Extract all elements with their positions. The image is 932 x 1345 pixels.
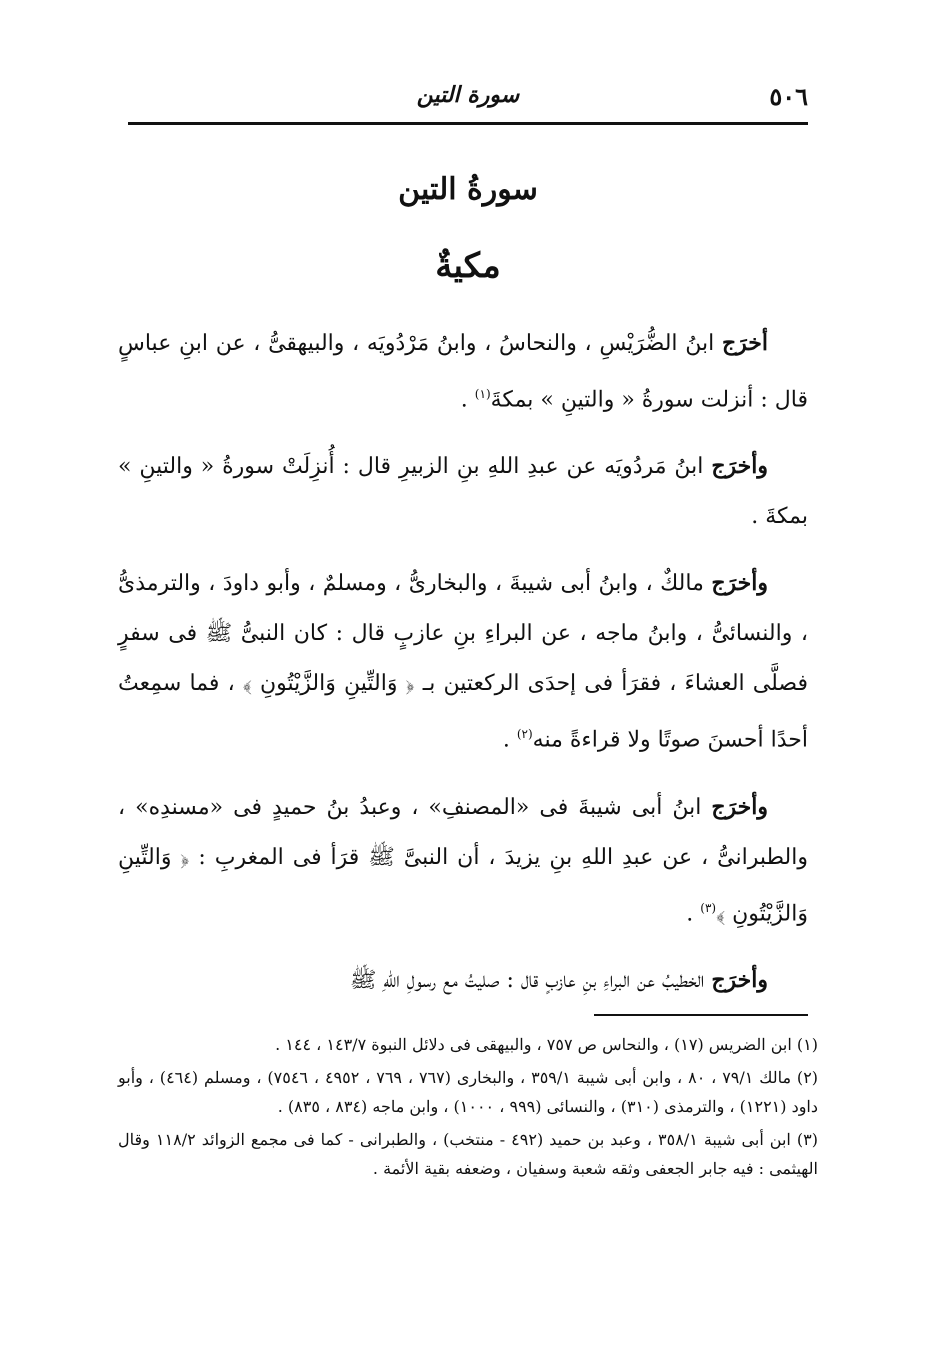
paragraph [118,318,808,425]
paragraph-lead: وأخرَج [711,453,768,480]
page-number: ٥٠٦ [769,82,808,111]
paragraph-end: . [502,727,517,753]
paragraph [118,441,808,542]
running-header [128,78,808,118]
paragraph-text: ابنُ الضُّرَيْسِ ، والنحاسُ ، وابنُ مَرْدُويَه ، والبيهقىُّ ، عن ابنِ عباسٍ قال : أنزلت سورةُ « والتينِ » بمكةَ [118,331,808,413]
paragraph-text: الخطيبُ عن البراءِ بنِ عازبٍ قال : صليتُ مع رسولِ اللهِ ﷺ [349,967,712,993]
paragraph-lead: وأخرَج [711,793,768,820]
header-rule [128,122,808,125]
footnote-marker: (١) [474,387,491,401]
paragraph-lead: أخرَج [721,330,768,356]
footnote-rule [594,1014,808,1016]
paragraph-end: . [460,387,475,413]
main-text [118,318,808,1022]
paragraph-end: . [686,900,701,926]
paragraph-text: ابنُ مَردُويَه عن عبدِ اللهِ بنِ الزبيرِ قال : أُنزِلَتْ سورةُ « والتينِ » بمكةَ . [118,454,808,530]
footnote: (٢) مالك ٧٩/١ ، ٨٠ ، وابن أبى شيبة ٣٥٩/١ ، والبخارى (٧٦٧ ، ٧٦٩ ، ٤٩٥٢ ، ٧٥٤٦) ، ومسلم (٤٦٤) ، وأبو داود (١٢٢١) ، والترمذى (٣١٠) ، والنسائى (٩٩٩ ، ١٠٠٠) ، وابن ماجه (٨٣٤ ، ٨٣٥) . [118,1068,819,1116]
surah-title: سورةُ التين [398,172,538,207]
revelation-type: مكيةٌ [435,246,501,286]
paragraph-lead: وأخرَج [711,966,768,993]
paragraph-lead: وأخرَج [711,570,768,597]
footnote: (٣) ابن أبى شيبة ٣٥٨/١ ، وعبد بن حميد (٤٩٢ - منتخب) ، والطبرانى - كما فى مجمع الزوائد ١١٨/٢ وقال الهيثمى : فيه جابر الجعفى وثقه شعبة وسفيان ، وضعفه بقية الأئمة . [118,1130,818,1178]
footnotes [118,1030,818,1187]
paragraph [118,955,808,1006]
footnote: (١) ابن الضريس (١٧) ، والنحاس ص ٧٥٧ ، والبيهقى فى دلائل النبوة ١٤٣/٧ ، ١٤٤ . [275,1035,818,1054]
footnote-marker: (٣) [700,900,717,915]
footnote-marker: (٢) [516,727,533,742]
running-title: سورة التين [416,82,520,108]
paragraph-text: مالكٌ ، وابنُ أبى شيبةَ ، والبخارىُّ ، ومسلمٌ ، وأبو داودَ ، والترمذىُّ ، والنسائىُّ ، وابنُ ماجه ، عن البراءِ بنِ عازبٍ قال : كان النبىُّ ﷺ فى سفرٍ فصلَّى العشاءَ ، فقرَأ فى إحدَى الركعتين بـ ﴿ وَالتِّينِ وَالزَّيْتُونِ ﴾ ، فما سمِعتُ أحدًا أحسنَ صوتًا ولا قراءةً منه [118,571,808,753]
paragraph [118,782,808,939]
paragraph-text: ابنُ أبى شيبةَ فى «المصنفِ» ، وعبدُ بنُ حميدٍ فى «مسندِه» ، والطبرانىُّ ، عن عبدِ اللهِ بنِ يزيدَ ، أن النبىَّ ﷺ قرَأ فى المغربِ : ﴿ وَالتِّينِ وَالزَّيْتُونِ ﴾ [118,794,808,926]
paragraph [118,558,808,765]
